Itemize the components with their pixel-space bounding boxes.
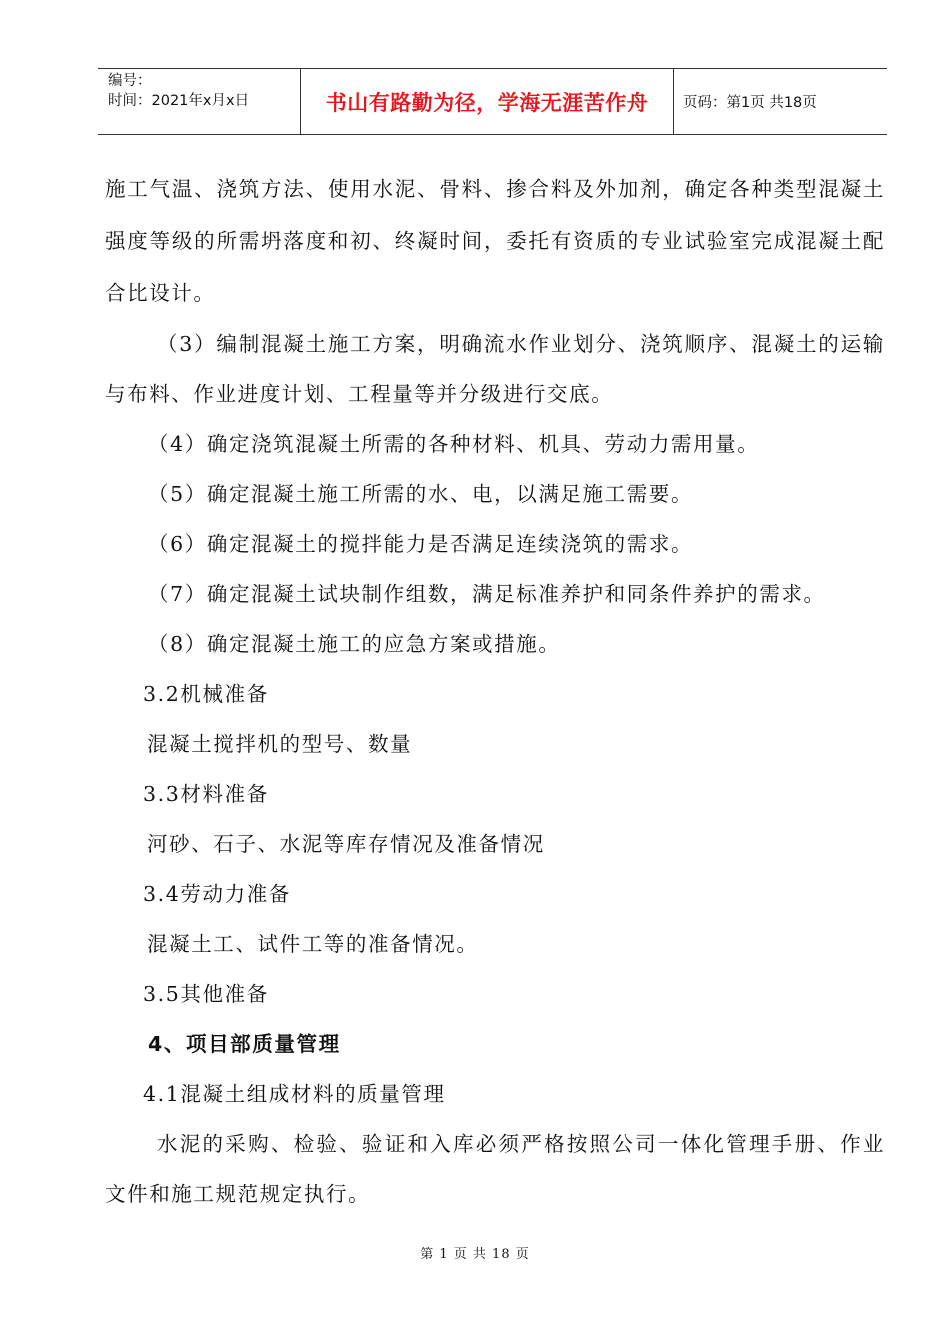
page-footer: 第 1 页 共 18 页	[420, 1247, 530, 1262]
header-motto-cell	[300, 69, 674, 134]
list-item: （4）确定浇筑混凝土所需的各种材料、机具、劳动力需用量。	[148, 432, 760, 456]
paragraph: 施工气温、浇筑方法、使用水泥、骨料、掺合料及外加剂，确定各种类型混凝土强度等级的所需坍落度和初、终凝时间，委托有资质的专业试验室完成混凝土配合比设计。	[105, 177, 885, 305]
time-label: 时间：2021年x月x日	[108, 93, 250, 109]
header-meta	[98, 69, 300, 134]
list-item: （8）确定混凝土施工的应急方案或措施。	[148, 632, 561, 656]
document-body	[105, 163, 885, 1219]
header-motto: 书山有路勤为径，学海无涯苦作舟	[325, 90, 649, 115]
section-heading: 3.2机械准备	[143, 682, 269, 706]
section-heading: 3.5其他准备	[143, 982, 269, 1006]
paragraph: 河砂、石子、水泥等库存情况及准备情况	[147, 832, 545, 856]
paragraph: 混凝土搅拌机的型号、数量	[147, 732, 413, 756]
list-item: （6）确定混凝土的搅拌能力是否满足连续浇筑的需求。	[148, 532, 694, 556]
list-item: （7）确定混凝土试块制作组数，满足标准养护和同条件养护的需求。	[148, 582, 826, 606]
page-header	[98, 68, 887, 135]
paragraph: （3）编制混凝土施工方案，明确流水作业划分、浇筑顺序、混凝土的运输与布料、作业进度计划、工程量等并分级进行交底。	[105, 332, 885, 406]
list-item: （5）确定混凝土施工所需的水、电，以满足施工需要。	[148, 482, 694, 506]
paragraph: 混凝土工、试件工等的准备情况。	[147, 932, 479, 956]
header-page-cell	[674, 69, 887, 134]
section-heading: 3.3材料准备	[143, 782, 269, 806]
header-page-label: 页码：第1页 共18页	[683, 95, 817, 111]
chapter-heading: 4、项目部质量管理	[148, 1032, 341, 1056]
section-heading: 4.1混凝土组成材料的质量管理	[143, 1082, 446, 1106]
code-label: 编号：	[108, 73, 152, 89]
section-heading: 3.4劳动力准备	[143, 882, 291, 906]
paragraph: 水泥的采购、检验、验证和入库必须严格按照公司一体化管理手册、作业文件和施工规范规定执行。	[105, 1132, 885, 1206]
